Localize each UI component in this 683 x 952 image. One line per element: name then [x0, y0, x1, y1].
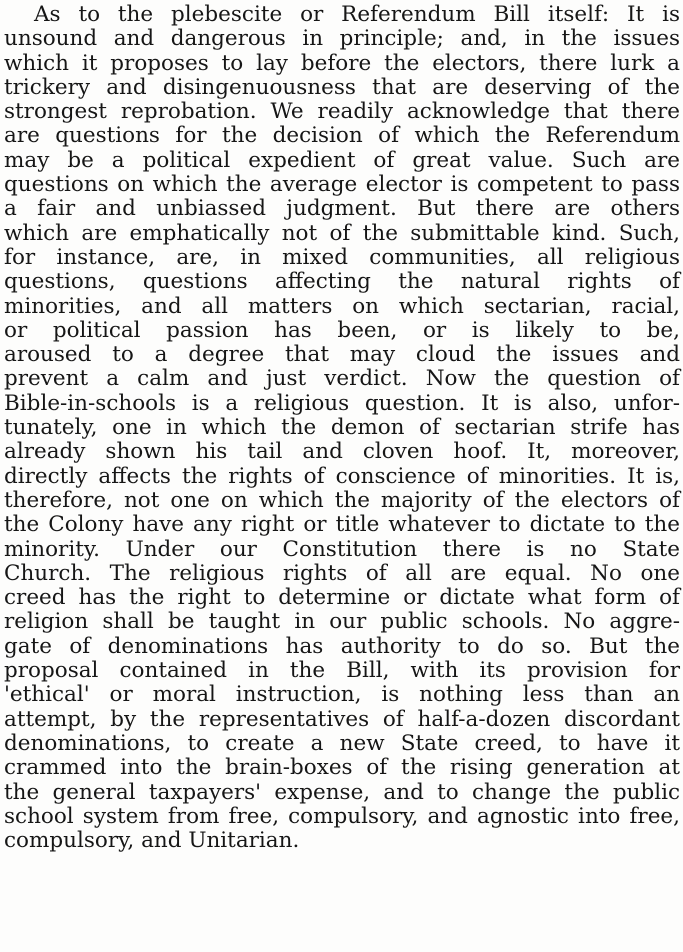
text-line: tunately, one in which the demon of sectarian strife has [4, 415, 680, 441]
text-line: school system from free, compulsory, and agnostic into free, [4, 803, 680, 829]
text-line: strongest reprobation. We readily acknowledge that there [4, 99, 680, 125]
text-line: 'ethical' or moral instruction, is nothing less than an [4, 682, 680, 708]
text-line: therefore, not one on which the majority of the electors of [4, 487, 680, 513]
text-line: the Colony have any right or title whatever to dictate to the [4, 512, 680, 538]
text-line: already shown his tail and cloven hoof. It, moreover, [4, 439, 680, 465]
text-line: gate of denominations has authority to do so. But the [4, 633, 680, 659]
text-line: creed has the right to determine or dictate what form of [4, 585, 680, 611]
text-line: Bible-in-schools is a religious question. It is also, unfor- [4, 390, 680, 416]
text-line: a fair and unbiassed judgment. But there are others [4, 196, 680, 222]
text-line: religion shall be taught in our public schools. No aggre- [4, 609, 680, 635]
text-line: minorities, and all matters on which sectarian, racial, [4, 293, 680, 319]
text-line: denominations, to create a new State creed, to have it [4, 730, 680, 756]
text-line: proposal contained in the Bill, with its provision for [4, 658, 680, 684]
text-line: crammed into the brain-boxes of the rising generation at [4, 755, 680, 781]
text-line: questions on which the average elector is competent to pass [4, 172, 680, 198]
text-line: for instance, are, in mixed communities, all religious [4, 244, 680, 270]
text-line: or political passion has been, or is likely to be, [4, 317, 680, 343]
text-line: may be a political expedient of great value. Such are [4, 147, 680, 173]
text-line: compulsory, and Unitarian. [4, 828, 300, 854]
text-line: which it proposes to lay before the electors, there lurk a [4, 50, 680, 76]
text-line: are questions for the decision of which the Referendum [4, 123, 680, 149]
text-line: directly affects the rights of conscience of minorities. It is, [4, 463, 680, 489]
text-line: attempt, by the representatives of half-a-dozen discordant [4, 706, 680, 732]
text-line: minority. Under our Constitution there is no State [4, 536, 680, 562]
text-line: unsound and dangerous in principle; and, in the issues [4, 26, 680, 52]
text-line: Church. The religious rights of all are equal. No one [4, 560, 680, 586]
text-line: aroused to a degree that may cloud the issues and [4, 342, 680, 368]
text-line: questions, questions affecting the natural rights of [4, 269, 680, 295]
text-line: the general taxpayers' expense, and to change the public [4, 779, 680, 805]
text-line: prevent a calm and just verdict. Now the question of [4, 366, 680, 392]
text-line: As to the plebescite or Referendum Bill itself: It is [34, 2, 680, 27]
text-line: which are emphatically not of the submittable kind. Such, [4, 220, 680, 246]
text-line: trickery and disingenuousness that are deserving of the [4, 74, 680, 100]
article-paragraph [4, 3, 680, 853]
